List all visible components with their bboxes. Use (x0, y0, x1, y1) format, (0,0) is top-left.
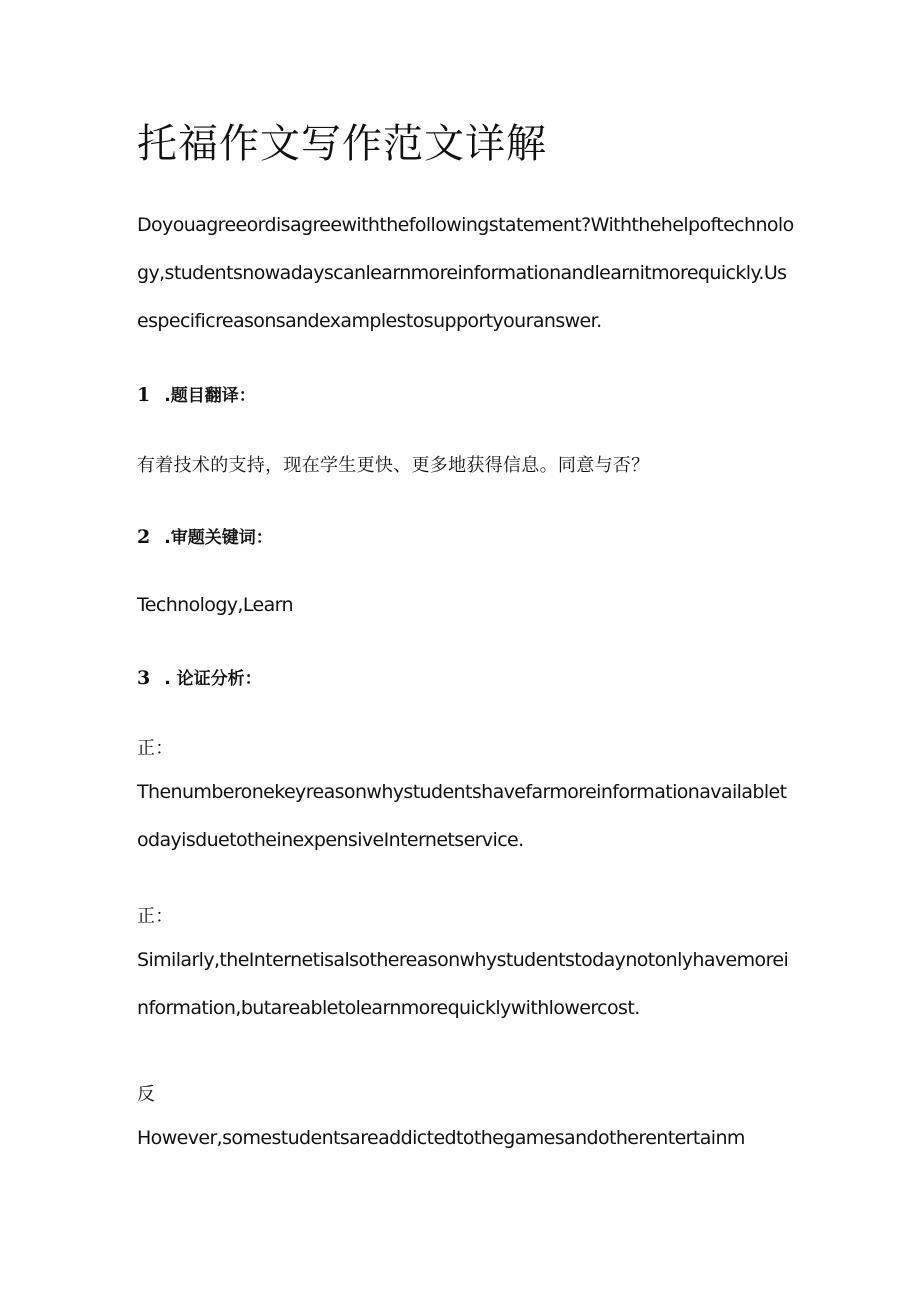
argument-stance: 正： (137, 906, 174, 927)
section-label: . 论证分析： (164, 669, 262, 689)
section-heading-analysis (137, 664, 262, 689)
section-label: .审题关键词： (164, 528, 273, 548)
argument-stance: 正： (137, 738, 174, 759)
argument-stance: 反 (137, 1084, 156, 1105)
section-label: .题目翻译： (164, 386, 256, 406)
section-heading-translation (137, 381, 256, 406)
section-number: 3 (137, 667, 151, 689)
argument-text: However,somestudentsareaddictedtothegamesandotherentertainm (137, 1127, 745, 1149)
section-heading-keywords (137, 523, 273, 548)
argument-text: Similarly,theInternetisalsothereasonwhystudentstodaynotonlyhavemoreinformation,butareabletolearnmorequicklywithlowercost. (137, 949, 789, 1019)
keywords-text: Technology,Learn (137, 594, 293, 616)
essay-prompt: Doyouagreeordisagreewiththefollowingstatement?Withthehelpoftechnology,studentsnowadayscanlearnmoreinformationandlearnitmorequickly.Usespecificreasonsandexamplestosupportyouranswer. (137, 214, 794, 332)
translation-text: 有着技术的支持，现在学生更快、更多地获得信息。同意与否？ (137, 455, 650, 476)
section-number: 1 (137, 384, 151, 406)
document-title: 托福作文写作范文详解 (137, 121, 547, 167)
section-number: 2 (137, 526, 151, 548)
argument-text: ThenumberonekeyreasonwhystudentshavefarmoreinformationavailabletodayisduetotheinexpensiveInternetservice. (137, 781, 787, 851)
